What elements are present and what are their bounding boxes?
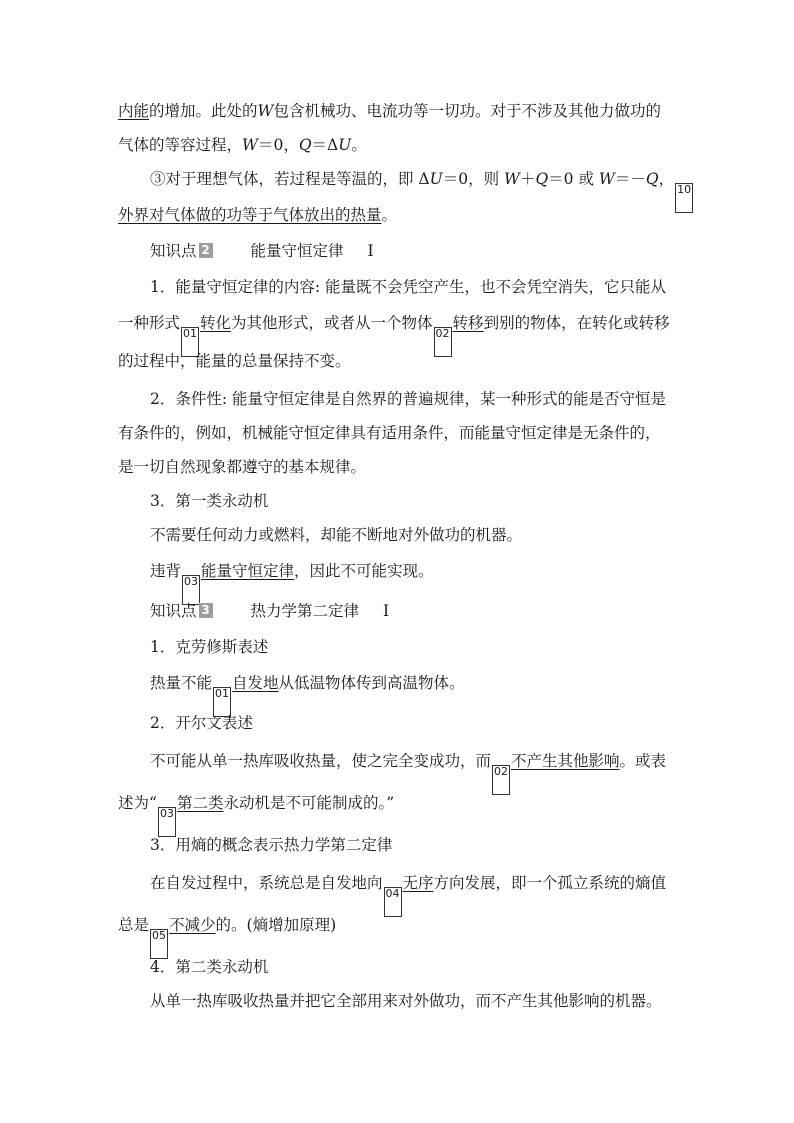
paragraph-line xyxy=(118,312,670,340)
text: ，因此不可能实现。 xyxy=(294,562,434,580)
section-heading-knowledge-point-2 xyxy=(150,240,374,262)
paragraph-line xyxy=(150,750,667,778)
knowledge-point-label: 知识点 xyxy=(150,602,197,620)
paragraph-line xyxy=(118,422,661,444)
blank-number-box: 04 xyxy=(384,887,402,917)
paragraph-line xyxy=(150,834,392,856)
paragraph-line xyxy=(150,388,666,410)
text: 的过程中，能量的总量保持不变。 xyxy=(118,352,351,370)
text: 一种形式 xyxy=(118,314,181,332)
underlined-answer: 转化 xyxy=(200,314,232,332)
text: 1．能量守恒定律的内容: 能量既不会凭空产生，也不会凭空消失，它只能从 xyxy=(150,278,667,296)
section-heading-knowledge-point-3 xyxy=(150,600,389,622)
text: 2．条件性: 能量守恒定律是自然界的普遍规律，某一种形式的能是否守恒是 xyxy=(150,390,667,408)
paragraph-line xyxy=(150,712,253,734)
text: 包含机械功、电流功等一切功。对于不涉及其他力做功的 xyxy=(273,102,661,120)
text: 为其他形式，或者从一个物体 xyxy=(231,314,433,332)
text: 1．克劳修斯表述 xyxy=(150,638,269,656)
text: 气体的等容过程， xyxy=(118,136,243,154)
math-var: Q xyxy=(535,170,549,188)
difficulty-level: Ⅰ xyxy=(383,602,390,620)
paragraph-line xyxy=(118,134,367,156)
paragraph-line xyxy=(118,204,397,226)
blank-number-box: 05 xyxy=(150,929,168,959)
text: 。 xyxy=(381,206,398,224)
knowledge-point-label: 知识点 xyxy=(150,242,197,260)
text: ＝Δ xyxy=(311,136,339,154)
underlined-answer: 不减少 xyxy=(169,916,216,934)
underlined-answer: 外界对气体做的功等于气体放出的热量 xyxy=(118,206,382,224)
text: 2．开尔文表述 xyxy=(150,714,253,732)
paragraph-line xyxy=(150,168,694,196)
text: 不可能从单一热库吸收热量，使之完全变成功，而 xyxy=(150,752,492,770)
text: ＝0 或 xyxy=(548,170,599,188)
text: 违背 xyxy=(150,562,182,580)
paragraph-line xyxy=(118,350,351,372)
section-title: 热力学第二定律 xyxy=(250,602,360,620)
text: 3．第一类永动机 xyxy=(150,492,269,510)
paragraph-line xyxy=(150,560,434,588)
paragraph-line xyxy=(118,792,395,820)
paragraph-line xyxy=(150,524,522,546)
text: ＝0， xyxy=(257,136,299,154)
paragraph-line xyxy=(150,490,268,512)
difficulty-level: Ⅰ xyxy=(367,242,374,260)
blank-number-box: 02 xyxy=(492,765,510,795)
math-var: Q xyxy=(298,136,312,154)
underlined-answer: 无序 xyxy=(402,874,434,892)
blank-number-box: 03 xyxy=(182,575,200,605)
knowledge-point-number-badge: 2 xyxy=(199,243,213,258)
blank-number-box: 03 xyxy=(158,807,176,837)
text: 的增加。此处的 xyxy=(149,102,258,120)
text: 从单一热库吸收热量并把它全部用来对外做功，而不产生其他影响的机器。 xyxy=(150,992,662,1010)
blank-number-box: 01 xyxy=(181,327,199,357)
text: ＝－ xyxy=(614,170,646,188)
paragraph-line xyxy=(150,276,666,298)
paragraph-line xyxy=(150,636,268,658)
text: ＋ xyxy=(519,170,536,188)
underlined-answer: 自发地 xyxy=(232,674,279,692)
text: 述为“ xyxy=(118,794,157,812)
underlined-answer: 不产生其他影响 xyxy=(511,752,620,770)
text: 永动机是不可能制成的。” xyxy=(223,794,395,812)
underlined-answer: 能量守恒定律 xyxy=(201,562,295,580)
text: ③对于理想气体，若过程是等温的，即 Δ xyxy=(150,170,430,188)
text: 。 xyxy=(351,136,367,154)
text: 从低温物体传到高温物体。 xyxy=(278,674,465,692)
paragraph-line xyxy=(118,914,337,942)
paragraph-line xyxy=(118,456,366,478)
text: 。或表 xyxy=(619,752,667,770)
math-var: Q xyxy=(645,170,659,188)
math-var: U xyxy=(429,170,443,188)
text: 有条件的，例如，机械能守恒定律具有适用条件，而能量守恒定律是无条件的， xyxy=(118,424,661,442)
underlined-answer: 内能 xyxy=(118,102,150,120)
math-var: W xyxy=(257,102,274,120)
paragraph-line xyxy=(118,100,661,122)
section-title: 能量守恒定律 xyxy=(250,242,344,260)
text: ， xyxy=(658,170,675,188)
math-var: U xyxy=(338,136,352,154)
math-var: W xyxy=(504,170,520,188)
blank-number-box: 10 xyxy=(675,183,693,213)
text: 的。(熵增加原理) xyxy=(215,916,337,934)
blank-number-box: 01 xyxy=(213,687,231,717)
knowledge-point-number-badge: 3 xyxy=(199,603,213,618)
text: 热量不能 xyxy=(150,674,213,692)
text: 方向发展，即一个孤立系统的熵值 xyxy=(433,874,667,892)
text: 不需要任何动力或燃料，却能不断地对外做功的机器。 xyxy=(150,526,523,544)
text: 在自发过程中，系统总是自发地向 xyxy=(150,874,383,892)
math-var: W xyxy=(242,136,258,154)
text: ＝0，则 xyxy=(442,170,504,188)
text: 是一切自然现象都遵守的基本规律。 xyxy=(118,458,367,476)
text: 到别的物体，在转化或转移 xyxy=(483,314,670,332)
math-var: W xyxy=(598,170,615,188)
text: 4．第二类永动机 xyxy=(150,958,269,976)
text: 3．用熵的概念表示热力学第二定律 xyxy=(150,836,393,854)
paragraph-line xyxy=(150,672,465,700)
underlined-answer: 转移 xyxy=(452,314,484,332)
paragraph-line xyxy=(150,872,667,900)
paragraph-line xyxy=(150,990,662,1012)
underlined-answer: 第二类 xyxy=(176,794,224,812)
paragraph-line xyxy=(150,956,268,978)
text: 总是 xyxy=(118,916,150,934)
blank-number-box: 02 xyxy=(434,327,452,357)
